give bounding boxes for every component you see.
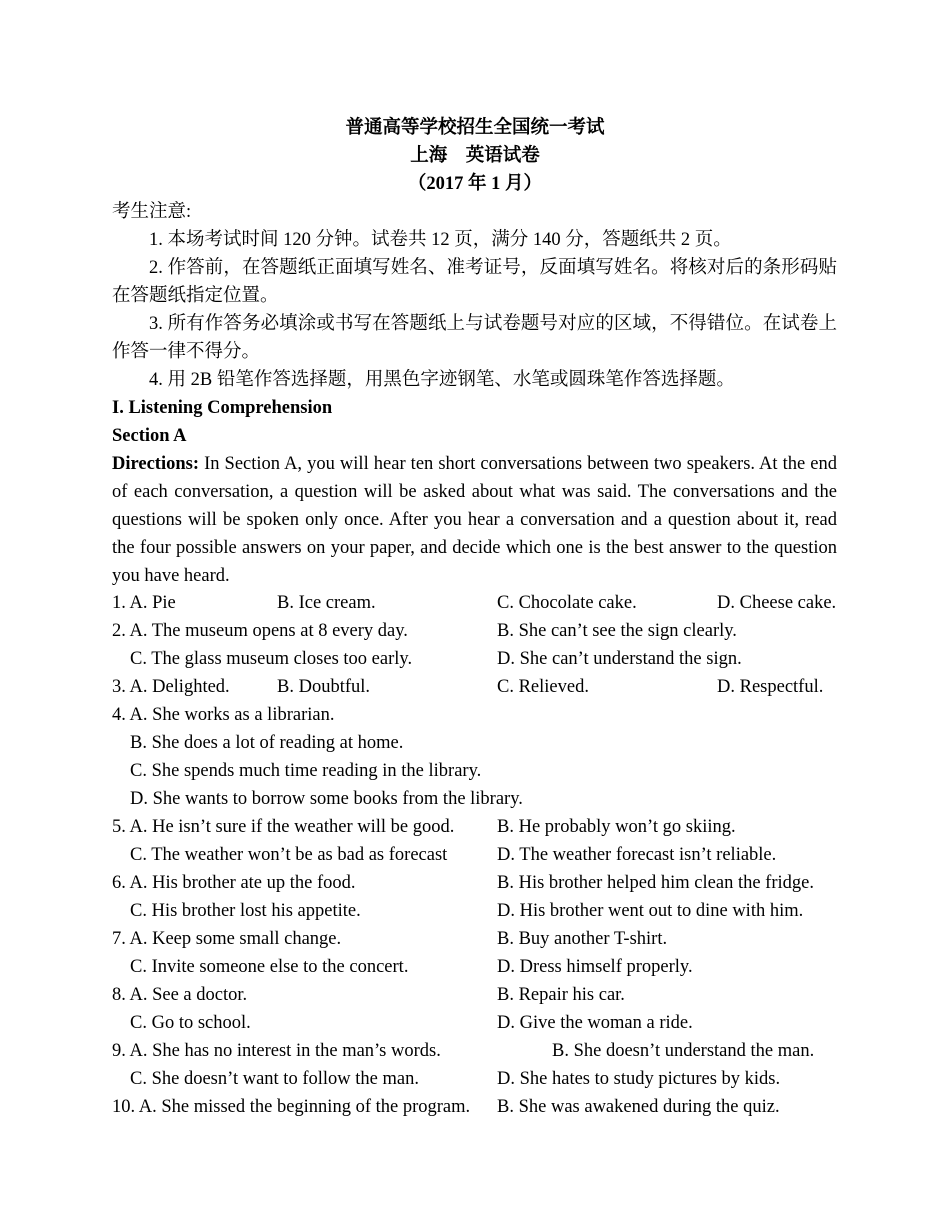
exam-date: （2017 年 1 月） <box>407 174 543 194</box>
question-1-option-d: D. Cheese cake. <box>717 593 837 613</box>
question-2-option-c: C. The glass museum closes too early. <box>130 649 413 669</box>
part-title: I. Listening Comprehension <box>112 398 333 418</box>
question-2-option-d: D. She can’t understand the sign. <box>497 649 742 669</box>
exam-subtitle: 上海 英语试卷 <box>410 146 540 166</box>
question-7-option-a: 7. A. Keep some small change. <box>112 929 342 949</box>
question-9-option-c: C. She doesn’t want to follow the man. <box>130 1069 419 1089</box>
question-9-option-d: D. She hates to study pictures by kids. <box>497 1069 781 1089</box>
question-2-option-a: 2. A. The museum opens at 8 every day. <box>112 621 408 641</box>
question-5-option-c: C. The weather won’t be as bad as forecast <box>130 845 448 865</box>
question-6-option-c: C. His brother lost his appetite. <box>130 901 361 921</box>
question-5-option-d: D. The weather forecast isn’t reliable. <box>497 845 777 865</box>
directions <box>112 450 837 590</box>
question-8-option-a: 8. A. See a doctor. <box>112 985 248 1005</box>
notice-heading: 考生注意: <box>112 202 192 222</box>
question-4-option-b: B. She does a lot of reading at home. <box>130 733 404 753</box>
question-8-option-c: C. Go to school. <box>130 1013 251 1033</box>
section-title: Section A <box>112 426 187 446</box>
notice-item: 3. 所有作答务必填涂或书写在答题纸上与试卷题号对应的区域，不得错位。在试卷上作答一律不得分。 <box>112 314 837 362</box>
question-1-option-b: B. Ice cream. <box>277 593 376 613</box>
notice-item: 1. 本场考试时间 120 分钟。试卷共 12 页，满分 140 分，答题纸共 2 页。 <box>149 230 732 250</box>
question-9-option-a: 9. A. She has no interest in the man’s words. <box>112 1041 441 1061</box>
question-7-option-b: B. Buy another T-shirt. <box>497 929 668 949</box>
exam-title: 普通高等学校招生全国统一考试 <box>345 118 605 138</box>
question-4-option-a: 4. A. She works as a librarian. <box>112 705 335 725</box>
question-10-option-a: 10. A. She missed the beginning of the program. <box>112 1097 471 1117</box>
question-5-option-a: 5. A. He isn’t sure if the weather will be good. <box>112 817 455 837</box>
question-5-option-b: B. He probably won’t go skiing. <box>497 817 736 837</box>
question-6-option-d: D. His brother went out to dine with him. <box>497 901 804 921</box>
directions-label: Directions: <box>112 454 199 474</box>
question-8-option-d: D. Give the woman a ride. <box>497 1013 693 1033</box>
question-1-option-a: 1. A. Pie <box>112 593 176 613</box>
question-1-option-c: C. Chocolate cake. <box>497 593 637 613</box>
notice-item: 2. 作答前，在答题纸正面填写姓名、准考证号，反面填写姓名。将核对后的条形码贴在答题纸指定位置。 <box>112 258 837 306</box>
question-7-option-c: C. Invite someone else to the concert. <box>130 957 409 977</box>
question-10-option-b: B. She was awakened during the quiz. <box>497 1097 780 1117</box>
question-6-option-a: 6. A. His brother ate up the food. <box>112 873 356 893</box>
directions-text: In Section A, you will hear ten short conversations between two speakers. At the end of each conversation, a question will be asked about what was said. The conversations and the questions will be spoken only once. After you hear a conversation and a question about it, read the four possible answers on your paper, and decide which one is the best answer to the question you have heard. <box>112 454 837 586</box>
question-3-option-a: 3. A. Delighted. <box>112 677 230 697</box>
question-7-option-d: D. Dress himself properly. <box>497 957 693 977</box>
question-3-option-b: B. Doubtful. <box>277 677 371 697</box>
question-3-option-c: C. Relieved. <box>497 677 589 697</box>
question-9-option-b: B. She doesn’t understand the man. <box>552 1041 815 1061</box>
question-2-option-b: B. She can’t see the sign clearly. <box>497 621 737 641</box>
notice-item: 4. 用 2B 铅笔作答选择题，用黑色字迹钢笔、水笔或圆珠笔作答选择题。 <box>149 370 735 390</box>
question-8-option-b: B. Repair his car. <box>497 985 625 1005</box>
question-3-option-d: D. Respectful. <box>717 677 824 697</box>
question-6-option-b: B. His brother helped him clean the fridge. <box>497 873 814 893</box>
question-4-option-c: C. She spends much time reading in the library. <box>130 761 482 781</box>
question-4-option-d: D. She wants to borrow some books from the library. <box>130 789 523 809</box>
